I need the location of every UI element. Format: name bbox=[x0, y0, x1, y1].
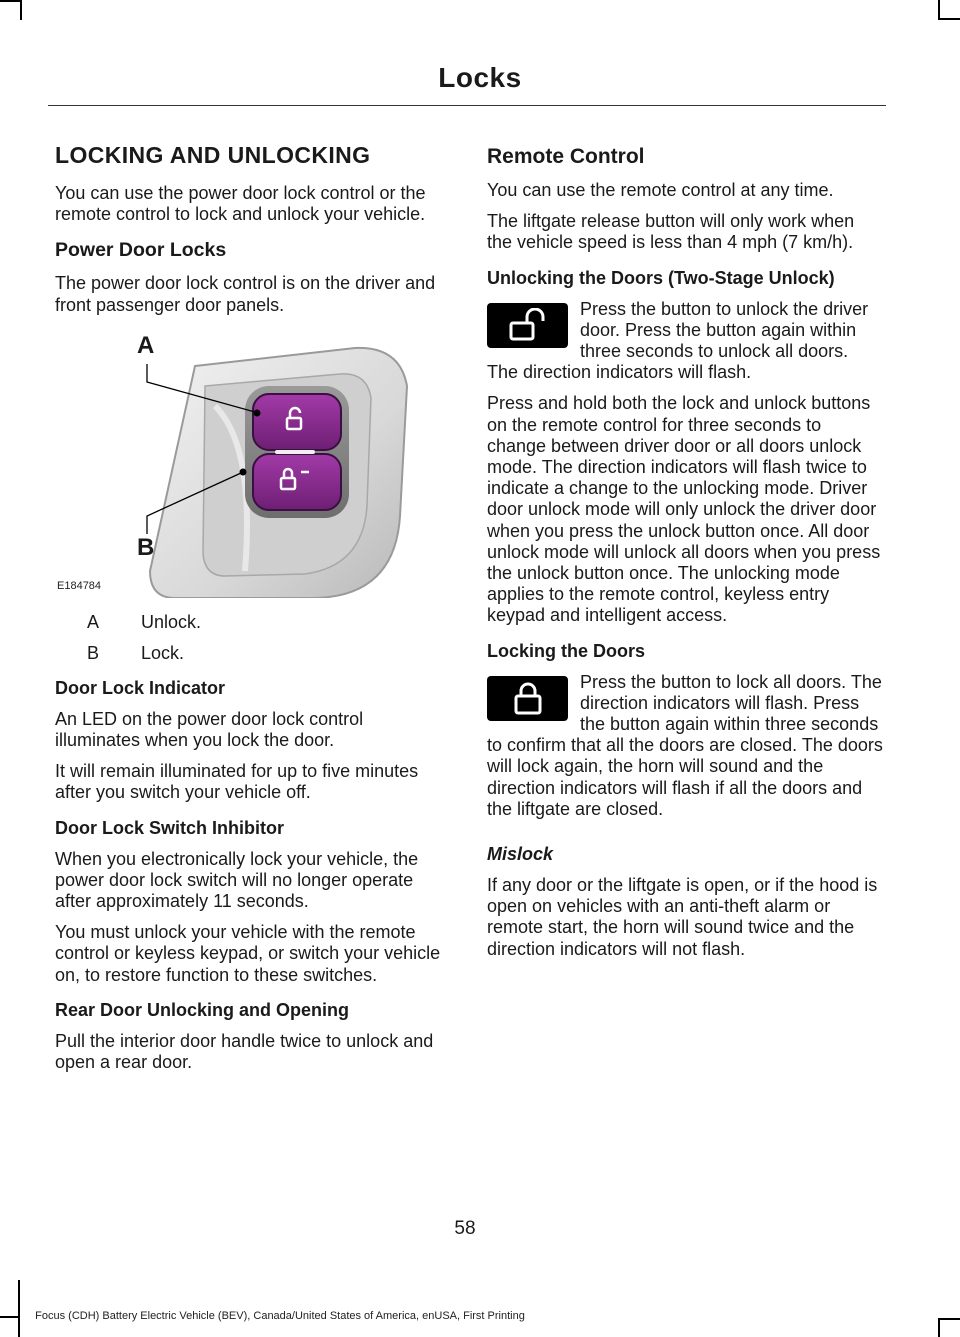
legend-row bbox=[55, 612, 450, 633]
rear-door-heading: Rear Door Unlocking and Opening bbox=[55, 999, 350, 1020]
locking-block bbox=[487, 672, 883, 830]
crop-mark bbox=[18, 1280, 20, 1337]
unlocking-text-2: Press and hold both the lock and unlock buttons on the remote control for three seconds to change between driver door or all doors unlock mode. The direction indicators will flash twice to indicate a change to the unlocking mode. Driver door unlock mode will only unlock the driver door when you press the unlock button once. All door unlock mode will unlock all doors when you press the unlock button once. The unlocking mode applies to the remote control, keyless entry keypad and intelligent access. bbox=[487, 393, 881, 626]
figure-legend bbox=[55, 612, 450, 664]
lock-switch bbox=[253, 454, 341, 510]
legend-key: B bbox=[87, 642, 100, 663]
indicator-heading: Door Lock Indicator bbox=[55, 677, 226, 698]
unlocking-block bbox=[487, 299, 883, 394]
unlocking-text-1: Press the button to unlock the driver door. Press the button again within three seconds to unlock all doors. The direction indicators will flash. bbox=[487, 298, 869, 383]
legend-row bbox=[55, 643, 450, 664]
locking-text-1: Press the button to lock all doors. The direction indicators will flash. Press the button again within three seconds to confirm that all the doors are closed. The doors will lock again, the horn will sound and the direction indicators will flash if all the doors and the liftgate are closed. bbox=[487, 671, 883, 819]
indicator-text-1: An LED on the power door lock control illuminates when you lock the door. bbox=[55, 708, 364, 751]
right-column bbox=[487, 142, 883, 970]
intro-text: You can use the power door lock control or the remote control to lock and unlock your vehicle. bbox=[55, 183, 426, 225]
inhibitor-heading: Door Lock Switch Inhibitor bbox=[55, 817, 284, 838]
page-number: 58 bbox=[454, 1218, 476, 1239]
left-column bbox=[55, 142, 450, 1083]
unlock-switch bbox=[253, 394, 341, 450]
mislock-heading: Mislock bbox=[487, 844, 554, 865]
crop-mark bbox=[20, 0, 22, 20]
header-rule bbox=[48, 105, 886, 106]
mislock-text: If any door or the liftgate is open, or if the hood is open on vehicles with an anti-theft alarm or remote start, the horn will sound twice and the direction indicators will not flash. bbox=[487, 875, 878, 959]
rear-door-text: Pull the interior door handle twice to unlock and open a rear door. bbox=[55, 1030, 434, 1073]
door-lock-switch-figure bbox=[55, 326, 450, 598]
page-title: Locks bbox=[438, 62, 522, 93]
crop-mark bbox=[938, 1318, 940, 1337]
remote-text-2: The liftgate release button will only work when the vehicle speed is less than 4 mph (7 km/h). bbox=[487, 211, 855, 253]
remote-heading: Remote Control bbox=[487, 145, 645, 168]
legend-label: Unlock. bbox=[141, 611, 202, 632]
power-locks-heading: Power Door Locks bbox=[55, 239, 227, 262]
crop-mark bbox=[940, 1318, 960, 1320]
indicator-text-2: It will remain illuminated for up to five minutes after you switch your vehicle off. bbox=[55, 761, 419, 803]
unlocking-heading: Unlocking the Doors (Two-Stage Unlock) bbox=[487, 267, 835, 288]
callout-b: B bbox=[137, 533, 155, 561]
crop-mark bbox=[940, 18, 960, 20]
remote-text-1: You can use the remote control at any time. bbox=[487, 180, 834, 200]
legend-label: Lock. bbox=[141, 642, 185, 663]
crop-mark bbox=[0, 0, 20, 2]
legend-key: A bbox=[87, 611, 100, 632]
door-panel-illustration bbox=[55, 326, 450, 598]
page-footer: Focus (CDH) Battery Electric Vehicle (BEV), Canada/United States of America, enUSA, First Printing bbox=[35, 1310, 525, 1322]
power-locks-text: The power door lock control is on the driver and front passenger door panels. bbox=[55, 273, 436, 315]
section-title: LOCKING AND UNLOCKING bbox=[55, 142, 371, 168]
inhibitor-text-1: When you electronically lock your vehicle, the power door lock switch will no longer operate after approximately 11 seconds. bbox=[55, 848, 419, 912]
locking-heading: Locking the Doors bbox=[487, 640, 646, 661]
lock-icon bbox=[487, 676, 568, 721]
figure-code: E184784 bbox=[57, 579, 102, 592]
crop-mark bbox=[938, 0, 940, 20]
unlock-icon bbox=[487, 303, 568, 348]
inhibitor-text-2: You must unlock your vehicle with the remote control or keyless keypad, or switch your vehicle on, to restore function to these switches. bbox=[55, 922, 441, 985]
callout-a: A bbox=[137, 331, 155, 359]
